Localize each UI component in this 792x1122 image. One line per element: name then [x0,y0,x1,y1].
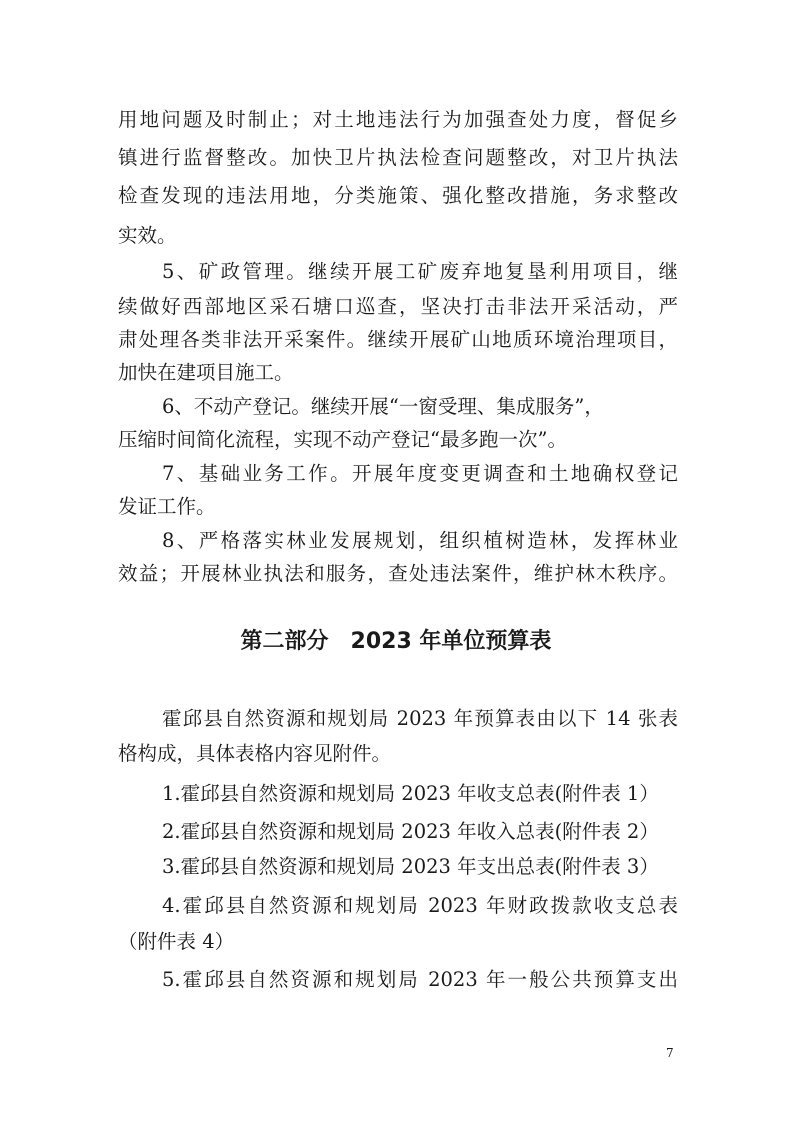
list-item: 4.霍邱县自然资源和规划局 2023 年财政拨款收支总表 [162,894,678,917]
text-line: 发证工作。 [118,495,216,518]
list-item: 5.霍邱县自然资源和规划局 2023 年一般公共预算支出 [162,968,678,991]
text-line: 格构成，具体表格内容见附件。 [118,742,392,765]
text-line: 实效。 [118,224,177,247]
text-line: 霍邱县自然资源和规划局 2023 年预算表由以下 14 张表 [162,707,678,730]
text-line: 8、严格落实林业发展规划，组织植树造林，发挥林业 [162,529,678,552]
text-line: 压缩时间简化流程，实现不动产登记“最多跑一次”。 [118,428,567,451]
text-line: 6、不动产登记。继续开展“一窗受理、集成服务”， [162,395,604,418]
text-line: 加快在建项目施工。 [118,361,294,384]
text-line: 用地问题及时制止；对土地违法行为加强查处力度，督促乡 [118,108,678,131]
section-title: 第二部分 2023 年单位预算表 [240,629,552,654]
text-line: 5、矿政管理。继续开展工矿废弃地复垦利用项目，继 [162,260,678,283]
list-item: 2.霍邱县自然资源和规划局 2023 年收入总表(附件表 2） [162,820,659,843]
text-line: 续做好西部地区采石塘口巡查，坚决打击非法开采活动，严 [118,295,678,318]
text-line: 7、基础业务工作。开展年度变更调查和土地确权登记 [162,462,678,485]
list-item: （附件表 4） [118,930,235,953]
text-line: 肃处理各类非法开采案件。继续开展矿山地质环境治理项目， [118,328,678,351]
text-line: 镇进行监督整改。加快卫片执法检查问题整改，对卫片执法 [118,146,678,169]
list-item: 1.霍邱县自然资源和规划局 2023 年收支总表(附件表 1） [162,782,659,805]
text-line: 效益；开展林业执法和服务，查处违法案件，维护林木秩序。 [118,562,678,585]
list-item: 3.霍邱县自然资源和规划局 2023 年支出总表(附件表 3） [162,855,659,878]
text-line: 检查发现的违法用地，分类施策、强化整改措施，务求整改 [118,184,678,207]
page-number: 7 [666,1046,674,1060]
